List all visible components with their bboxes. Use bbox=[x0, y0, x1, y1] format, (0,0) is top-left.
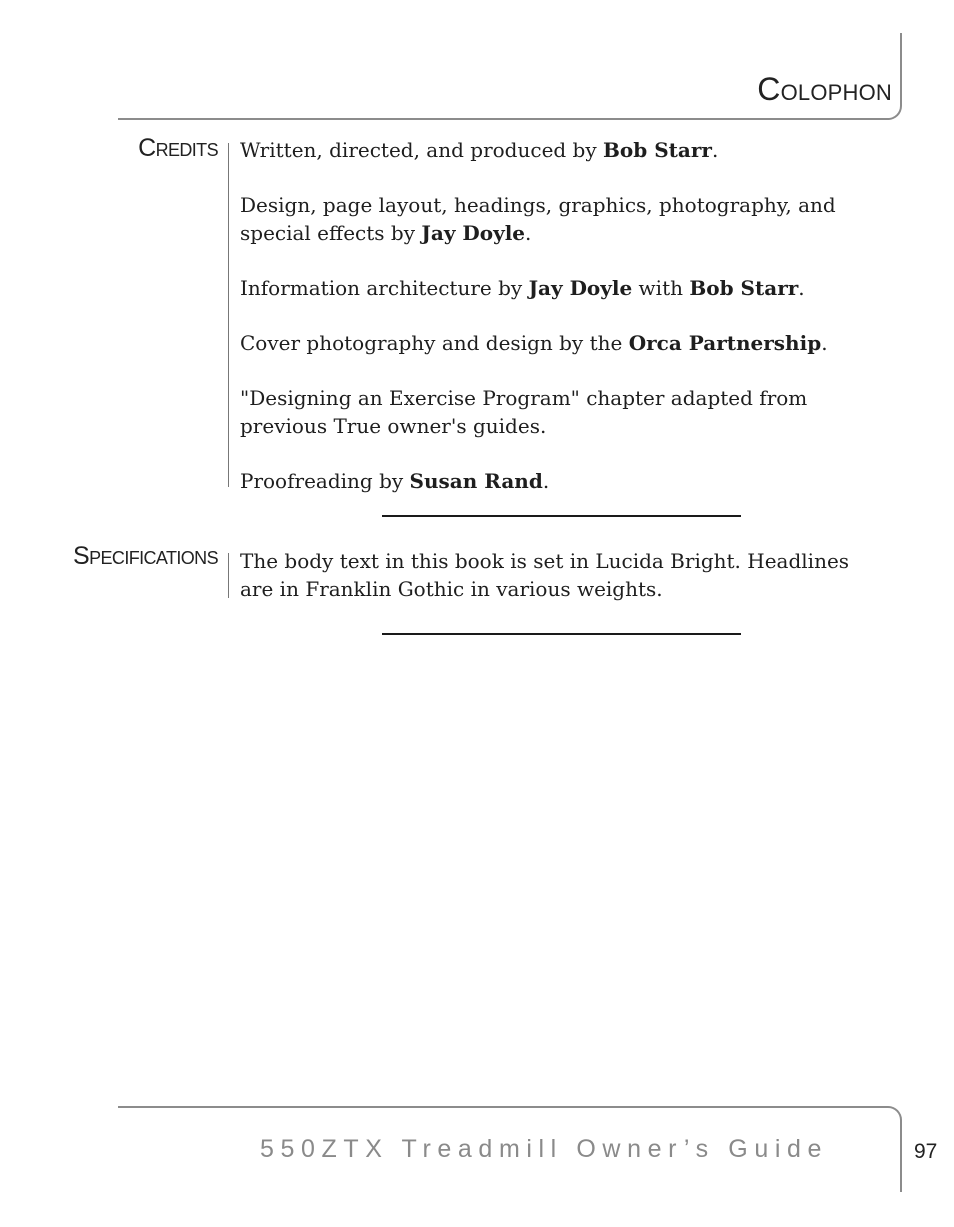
specifications-heading: Specifications bbox=[73, 542, 218, 570]
section-divider bbox=[382, 633, 741, 635]
section-divider bbox=[382, 515, 741, 517]
credit-item-cover: Cover photography and design by the Orca Partnership. bbox=[240, 331, 828, 355]
credits-vertical-rule bbox=[228, 143, 229, 487]
credit-item-chapter-source: "Designing an Exercise Program" chapter adapted from previous True owner's guides. bbox=[240, 386, 808, 438]
credit-item-information-architecture: Information architecture by Jay Doyle with Bob Starr. bbox=[240, 276, 805, 300]
specifications-text: The body text in this book is set in Lucida Bright. Headlines are in Franklin Gothic in various weights. bbox=[240, 549, 850, 601]
credit-item-proofreading: Proofreading by Susan Rand. bbox=[240, 469, 550, 493]
page-number: 97 bbox=[914, 1140, 938, 1163]
credit-item-writer: Written, directed, and produced by Bob Starr. bbox=[240, 138, 719, 162]
specifications-vertical-rule bbox=[228, 553, 229, 598]
page-title: Colophon bbox=[757, 71, 892, 107]
footer-guide-title: 550ZTX Treadmill Owner’s Guide bbox=[259, 1135, 828, 1163]
credit-item-design: Design, page layout, headings, graphics, photography, and special effects by Jay Doyle. bbox=[240, 193, 836, 245]
specifications-body bbox=[240, 547, 860, 630]
credits-list bbox=[240, 136, 880, 522]
credits-heading: Credits bbox=[138, 134, 218, 162]
